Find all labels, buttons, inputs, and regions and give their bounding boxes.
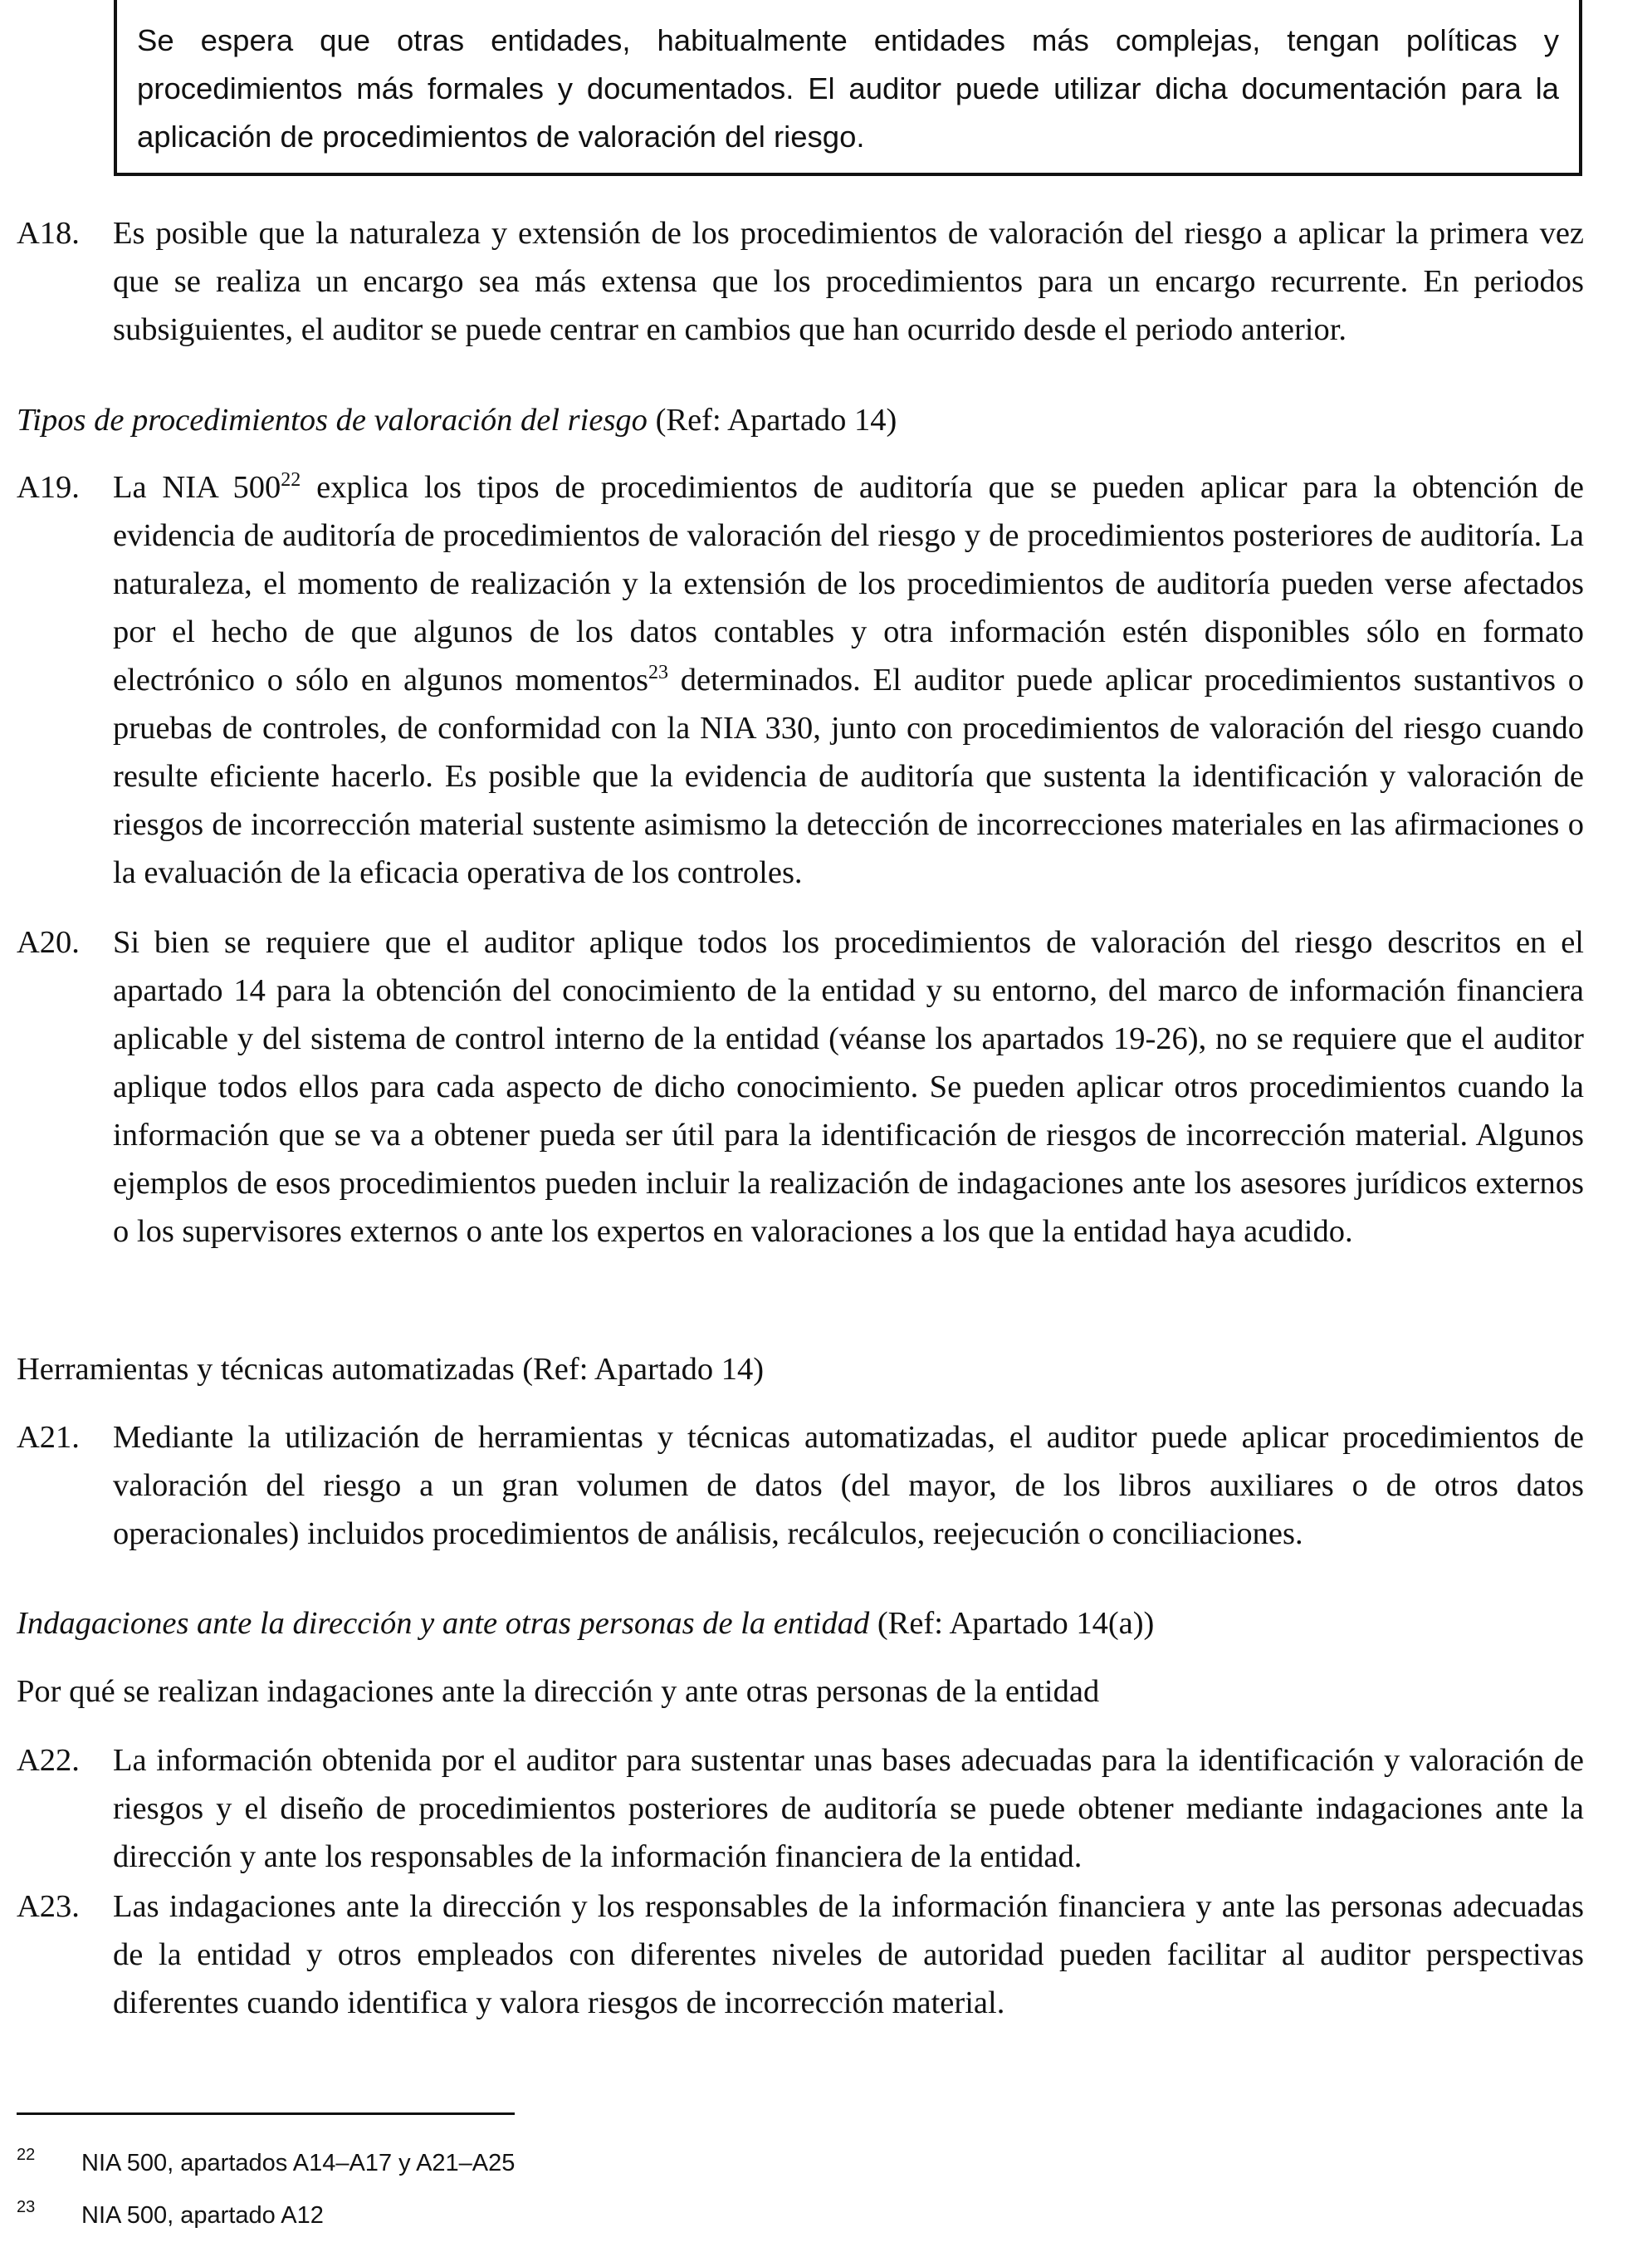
heading-italic-text: Indagaciones ante la dirección y ante otras personas de la entidad [17,1606,870,1641]
paragraph-a18 [17,209,1584,354]
footnote-divider [17,2112,515,2115]
heading-ref: (Ref: Apartado 14(a)) [869,1606,1155,1641]
footnote-ref-23[interactable]: 23 [648,662,668,684]
footnote-text: NIA 500, apartado A12 [81,2202,324,2229]
footnote-22 [17,2147,847,2180]
section-heading-herramientas [17,1345,1584,1393]
paragraph-text [113,463,1584,897]
heading-text: Herramientas y técnicas automatizadas (Ref: Apartado 14) [17,1352,765,1387]
footnote-number: 22 [17,2146,36,2164]
heading-text: Por qué se realizan indagaciones ante la dirección y ante otras personas de la entidad [17,1674,1100,1709]
footnote-number: 23 [17,2198,36,2216]
paragraph-text: La información obtenida por el auditor para sustentar unas bases adecuadas para la identificación y valoración de riesgos y el diseño de procedimientos posteriores de auditoría se puede obtener mediante indagaciones ante la dirección y ante los responsables de la información financiera de la entidad. [113,1743,1584,1874]
paragraph-number: A20. [17,925,80,960]
paragraph-a19 [17,463,1584,897]
paragraph-text: Es posible que la naturaleza y extensión de los procedimientos de valoración del riesgo a aplicar la primera vez que se realiza un encargo sea más extensa que los procedimientos para un encargo recurrente. En periodos subsiguientes, el auditor se puede centrar en cambios que han ocurrido desde el periodo anterior. [113,216,1584,347]
paragraph-number: A22. [17,1743,80,1778]
footnote-23 [17,2199,847,2232]
section-heading-indagaciones [17,1599,1584,1647]
text-segment: La NIA 500 [113,470,281,505]
paragraph-number: A23. [17,1889,80,1924]
paragraph-a21 [17,1413,1584,1558]
section-heading-tipos [17,396,1584,444]
paragraph-text: Si bien se requiere que el auditor aplique todos los procedimientos de valoración del riesgo descritos en el apartado 14 para la obtención del conocimiento de la entidad y su entorno, del marco de información financiera aplicable y del sistema de control interno de la entidad (véanse los apartados 19-26), no se requiere que el auditor aplique todos ellos para cada aspecto de dicho conocimiento. Se pueden aplicar otros procedimientos cuando la información que se va a obtener pueda ser útil para la identificación de riesgos de incorrección material. Algunos ejemplos de esos procedimientos pueden incluir la realización de indagaciones ante los asesores jurídicos externos o los supervisores externos o ante los expertos en valoraciones a los que la entidad haya acudido. [113,925,1584,1249]
footnote-text: NIA 500, apartados A14–A17 y A21–A25 [81,2150,516,2176]
text-segment: determinados. El auditor puede aplicar procedimientos sustantivos o pruebas de controles, de conformidad con la NIA 330, junto con procedimientos de valoración del riesgo cuando resulte eficiente hacerlo. Es posible que la evidencia de auditoría que sustenta la identificación y valoración de riesgos de incorrección material sustente asimismo la detección de incorrecciones materiales en las afirmaciones o la evaluación de la eficacia operativa de los controles. [113,663,1584,890]
boxed-note-text: Se espera que otras entidades, habitualmente entidades más complejas, tengan políticas y procedimientos más formales y documentados. El auditor puede utilizar dicha documentación para la aplicación de procedimientos de valoración del riesgo. [137,23,1559,154]
heading-ref: (Ref: Apartado 14) [647,403,897,438]
paragraph-a23 [17,1882,1584,2027]
paragraph-number: A19. [17,470,80,505]
footnote-ref-22[interactable]: 22 [281,469,301,492]
paragraph-a20 [17,918,1584,1256]
paragraph-text: Mediante la utilización de herramientas y técnicas automatizadas, el auditor puede aplicar procedimientos de valoración del riesgo a un gran volumen de datos (del mayor, de los libros auxiliares o de otros datos operacionales) incluidos procedimientos de análisis, recálculos, reejecución o conciliaciones. [113,1420,1584,1551]
heading-italic-text: Tipos de procedimientos de valoración del riesgo [17,403,648,438]
paragraph-text: Las indagaciones ante la dirección y los responsables de la información financiera y ante las personas adecuadas de la entidad y otros empleados con diferentes niveles de autoridad pueden facilitar al auditor perspectivas diferentes cuando identifica y valora riesgos de incorrección material. [113,1889,1584,2020]
paragraph-a22 [17,1736,1584,1881]
subheading-por-que [17,1667,1584,1716]
paragraph-number: A18. [17,216,80,251]
boxed-note [114,0,1582,176]
paragraph-number: A21. [17,1420,80,1455]
text-segment: explica los tipos de procedimientos de auditoría que se pueden aplicar para la obtención de evidencia de auditoría de procedimientos de valoración del riesgo y de procedimientos posteriores de auditoría. La naturaleza, el momento de realización y la extensión de los procedimientos de auditoría pueden verse afectados por el hecho de que algunos de los datos contables y otra información estén disponibles sólo en formato electrónico o sólo en algunos momentos [113,470,1584,698]
